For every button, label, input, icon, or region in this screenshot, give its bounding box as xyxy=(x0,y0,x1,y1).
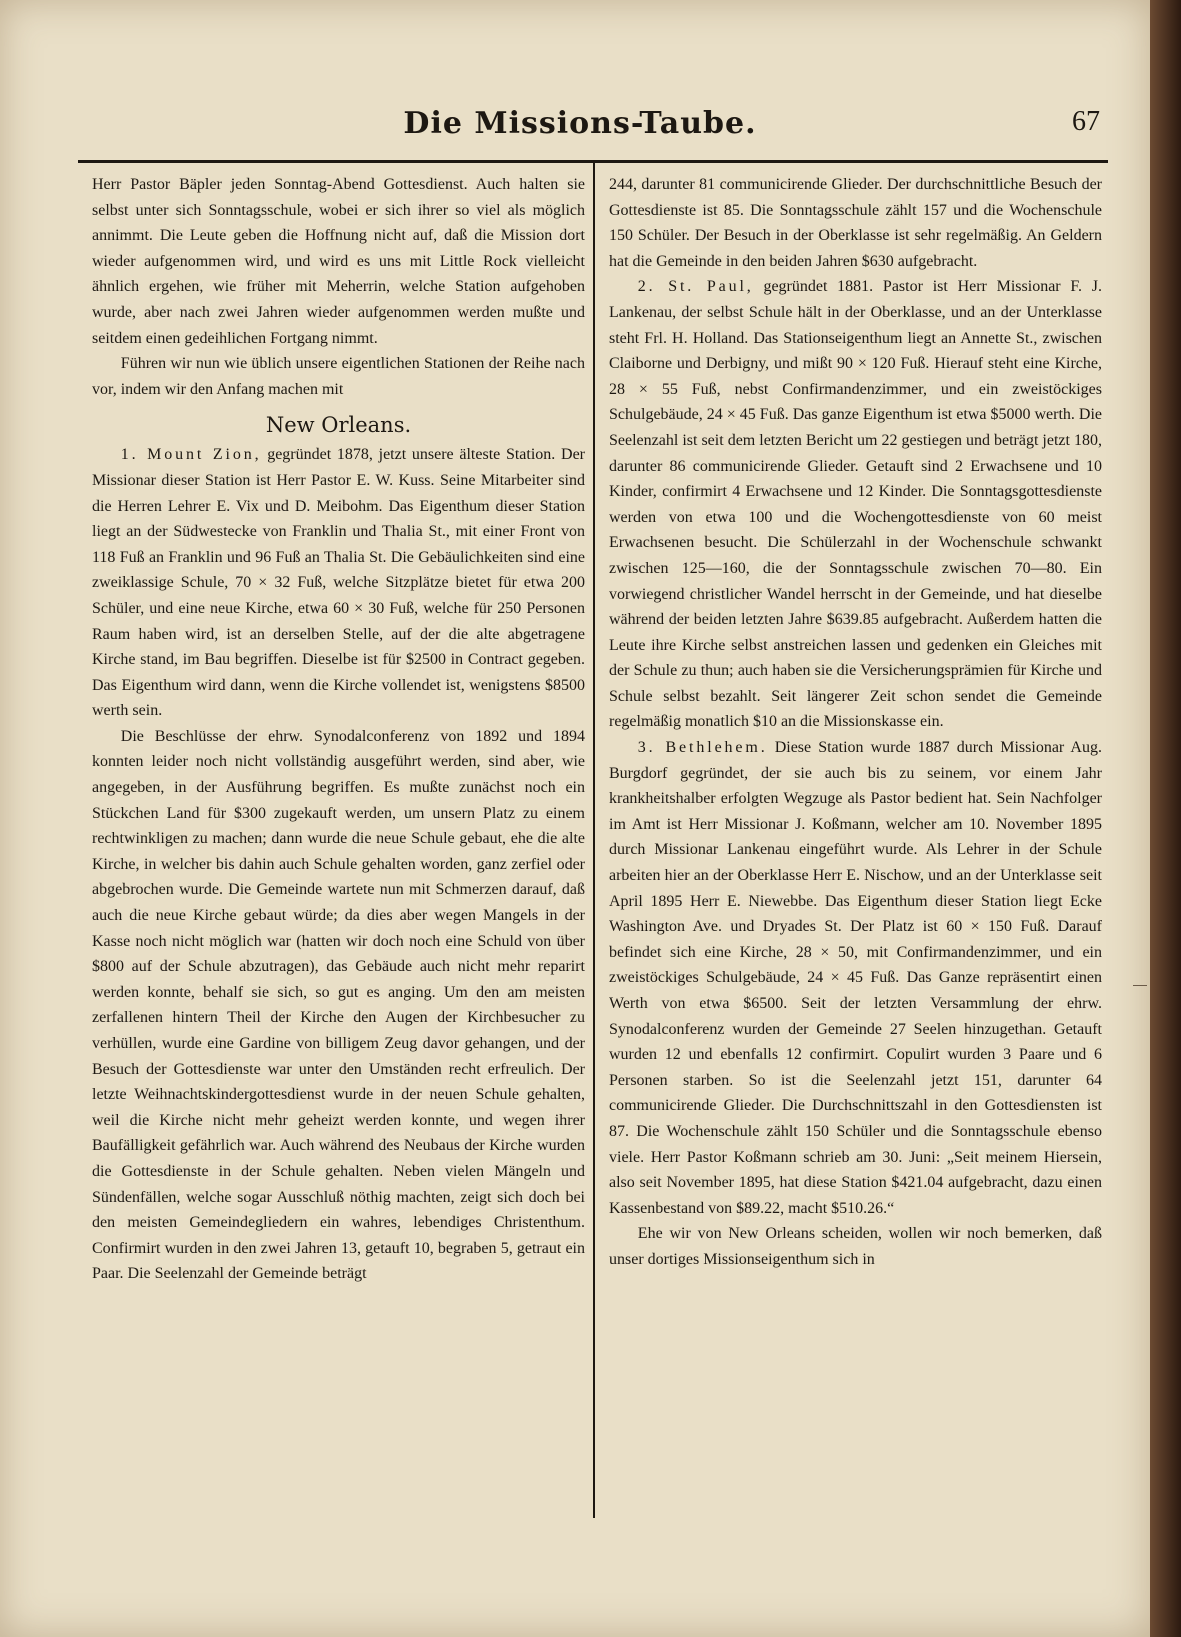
paragraph-text: gegründet 1881. Pastor ist Herr Missionar F. J. Lankenau, der selbst Schule hält in der Oberklasse, und an der Unterklasse steht Frl. H. Holland. Das Stationseigenthum liegt an Annette St., zwischen Claiborne und Derbigny, und mißt 90 × 120 Fuß. Hierauf steht eine Kirche, 28 × 55 Fuß, nebst Confirmandenzimmer, und ein zweistöckiges Schulgebäude, 24 × 45 Fuß. Das ganze Eigenthum ist etwa $5000 werth. Die Seelenzahl ist seit dem letzten Bericht um 22 gestiegen und beträgt jetzt 180, darunter 86 communicirende Glieder. Getauft sind 2 Erwachsene und 10 Kinder, confirmirt 4 Erwachsene und 12 Kinder. Die Sonntagsgottesdienste werden von etwa 100 und die Wochengottesdienste von 60 meist Erwachsenen besucht. Die Schülerzahl in der Wochenschule schwankt zwischen 125—160, die der Sonntagsschule zwischen 70—80. Ein vorwiegend christlicher Wandel herrscht in der Gemeinde, und hat dieselbe während der beiden letzten Jahre $639.85 aufgebracht. Außerdem hatten die Leute ihre Kirche selbst anstreichen lassen und gedenken ein Gleiches mit der Schule zu thun; auch haben sie die Versicherungsprämien für Kirche und Schule selbst bezahlt. Seit längerer Zeit schon sendet die Gemeinde regelmäßig monatlich $10 an die Missionskasse ein. xyxy=(609,278,1103,731)
page-edge xyxy=(1150,0,1181,1637)
station-name: 1. Mount Zion, xyxy=(120,446,262,464)
right-column xyxy=(609,172,1102,1273)
page-number: 67 xyxy=(1072,106,1100,137)
paragraph-text: Diese Station wurde 1887 durch Missionar Aug. Burgdorf gegründet, der sie auch bis zu seinem, vor einem Jahr krankheitshalber erfolgten Wegzuge als Pastor bedient hat. Sein Nachfolger im Amt ist Herr Missionar J. Koßmann, welcher am 10. November 1895 durch Missionar Lankenau eingeführt wurde. Als Lehrer in der Schule arbeiten hier an der Oberklasse Herr E. Nischow, und an der Unterklasse seit April 1895 Herr E. Niewebbe. Das Eigenthum dieser Station liegt Ecke Washington Ave. und Dryades St. Der Platz ist 60 × 150 Fuß. Darauf befindet sich eine Kirche, 28 × 50, mit Confirmandenzimmer, und ein zweistöckiges Schulgebäude, 24 × 45 Fuß. Das Ganze repräsentirt einen Werth von etwa $6500. Seit der letzten Versammlung der ehrw. Synodalconferenz wurden der Gemeinde 27 Seelen hinzugethan. Getauft wurden 12 und ebenfalls 12 confirmirt. Copulirt wurden 3 Paare und 6 Personen starben. So ist die Seelenzahl jetzt 151, darunter 64 communicirende Glieder. Die Durchschnittszahl in den Gottesdiensten ist 87. Die Wochenschule zählt 150 Schüler und die Sonntagsschule ebenso viele. Herr Pastor Koßmann schrieb am 30. Juni: „Seit meinem Hiersein, also seit November 1895, hat diese Station $421.04 aufgebracht, dazu einen Kassenbestand von $89.22, macht $510.26.“ xyxy=(609,739,1102,1217)
paragraph xyxy=(609,735,1102,1221)
paragraph: Führen wir nun wie üblich unsere eigentlichen Stationen der Reihe nach vor, indem wir den Anfang machen mit xyxy=(92,355,585,398)
station-name: 3. Bethlehem. xyxy=(637,739,768,757)
column-divider xyxy=(593,163,595,1518)
paragraph: Herr Pastor Bäpler jeden Sonntag-Abend Gottesdienst. Auch halten sie selbst unter sich Sonntagsschule, wobei er sich ihrer so viel als möglich annimmt. Die Leute geben die Hoffnung nicht auf, daß die Mission dort wieder aufgenommen wird, und wird es uns mit Little Rock vielleicht ähnlich ergehen, wie früher mit Meherrin, welche Station aufgehoben wurde, aber nach zwei Jahren wieder aufgenommen werden mußte und seitdem einen gedeihlichen Fortgang nimmt. xyxy=(92,176,585,347)
section-heading: New Orleans. xyxy=(265,413,412,438)
paragraph: 244, darunter 81 communicirende Glieder. Der durchschnittliche Besuch der Gottesdienste ist 85. Die Sonntagsschule zählt 157 und die Wochenschule 150 Schüler. Der Besuch in der Oberklasse ist sehr regelmäßig. An Geldern hat die Gemeinde in den beiden Jahren $630 aufgebracht. xyxy=(609,176,1102,270)
page-title: Die Missions-Taube. xyxy=(403,106,757,141)
page-header xyxy=(60,92,1100,152)
left-column xyxy=(92,172,585,1287)
paragraph xyxy=(609,274,1102,735)
paragraph: Die Beschlüsse der ehrw. Synodalconferenz von 1892 und 1894 konnten leider noch nicht vollständig ausgeführt werden, sind aber, wie angegeben, in der Ausführung begriffen. Es mußte zunächst noch ein Stückchen Land für $300 zugekauft werden, um unsern Platz zu einem rechtwinkligen zu machen; dann wurde die neue Schule gebaut, ehe die alte Kirche, in welcher bis dahin auch Schule gehalten worden, ganz zerfiel oder abgebrochen wurde. Die Gemeinde wartete nun mit Schmerzen darauf, daß auch die neue Kirche gebaut würde; da dies aber wegen Mangels in der Kasse noch nicht möglich war (hatten wir doch noch eine Schuld von über $800 auf der Schule abzutragen), das Gebäude auch nicht mehr reparirt werden konnte, behalf sie sich, so gut es anging. Um den am meisten zerfallenen hintern Theil der Kirche den Augen der Kirchbesucher zu verhüllen, wurde eine Gardine von billigem Zeug davor gehangen, und der Besuch der Gottesdienste war unter den Umständen recht erfreulich. Der letzte Weihnachtskindergottesdienst wurde in der neuen Schule gehalten, weil die Kirche nicht mehr geheizt werden konnte, und wegen ihrer Baufälligkeit gefährlich war. Auch während des Neubaus der Kirche wurden die Gottesdienste in der Schule gehalten. Neben vielen Mängeln und Sündenfällen, welche sogar Ausschluß nöthig machten, zeigt sich doch bei den meisten Gemeindegliedern ein wahres, lebendiges Christenthum. Confirmirt wurden in den zwei Jahren 13, getauft 10, begraben 5, getraut ein Paar. Die Seelenzahl der Gemeinde beträgt xyxy=(92,727,585,1283)
paragraph: Ehe wir von New Orleans scheiden, wollen wir noch bemerken, daß unser dortiges Missionseigenthum sich in xyxy=(609,1225,1102,1268)
margin-mark xyxy=(1133,985,1147,986)
station-name: 2. St. Paul, xyxy=(637,278,754,296)
paragraph xyxy=(92,442,585,724)
paragraph-text: gegründet 1878, jetzt unsere älteste Station. Der Missionar dieser Station ist Herr Pastor E. W. Kuss. Seine Mitarbeiter sind die Herren Lehrer E. Vix und D. Meibohm. Das Eigenthum dieser Station liegt an der Südwestecke von Franklin und Thalia St., mit einer Front von 118 Fuß an Franklin und 96 Fuß an Thalia St. Die Gebäulichkeiten sind eine zweiklassige Schule, 70 × 32 Fuß, welche Sitzplätze bietet für etwa 200 Schüler, und eine neue Kirche, etwa 60 × 30 Fuß, welche für 250 Personen Raum haben wird, ist an derselben Stelle, auf der die alte abgetragene Kirche stand, im Bau begriffen. Dieselbe ist für $2500 in Contract gegeben. Das Eigenthum wird dann, wenn die Kirche vollendet ist, wenigstens $8500 werth sein. xyxy=(92,446,586,720)
